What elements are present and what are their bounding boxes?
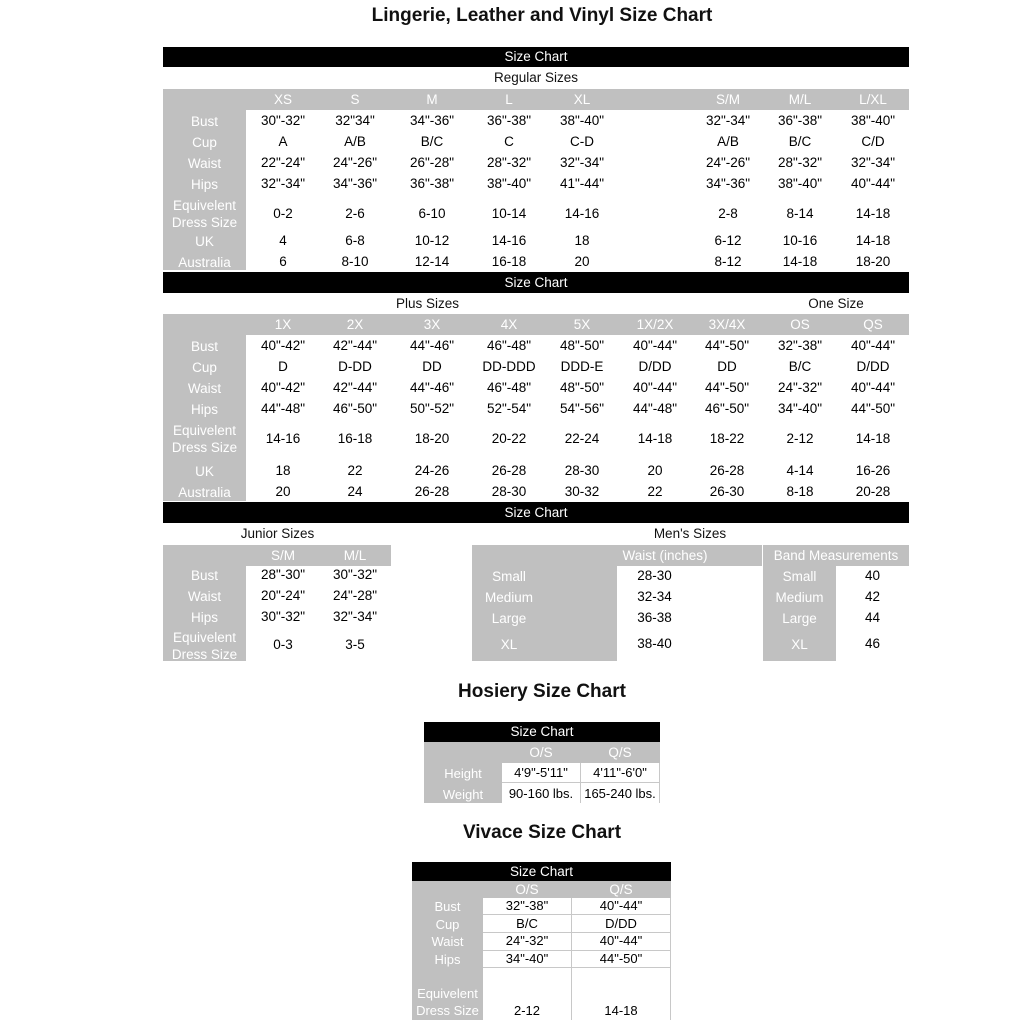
plus-col-header: 2X xyxy=(346,317,364,332)
regular-cell: 8-12 xyxy=(714,254,742,269)
plus-cell: 16-18 xyxy=(337,431,373,446)
plus-cell: 20 xyxy=(647,463,663,478)
regular-cell: 14-18 xyxy=(855,206,891,221)
junior-row-label: Waist xyxy=(187,589,222,604)
plus-col-header: QS xyxy=(863,317,883,332)
plus-cell: 20-28 xyxy=(855,484,891,499)
plus-cell: 24-26 xyxy=(414,463,450,478)
plus-cell: 50"-52" xyxy=(409,401,455,416)
mens-sizes-caption: Men's Sizes xyxy=(653,526,727,541)
vivace-cell: 24"-32" xyxy=(505,933,549,948)
vivace-row-label: Equivelent Dress Size xyxy=(416,986,479,1018)
plus-cell: 40"-44" xyxy=(850,338,896,353)
hosiery-title: Hosiery Size Chart xyxy=(458,681,626,702)
plus-cell: 24"-32" xyxy=(777,380,823,395)
plus-row-label: Equivelent Dress Size xyxy=(171,423,238,455)
mens-waist-cell: 38-40 xyxy=(637,636,672,651)
plus-cell: DD xyxy=(422,359,442,374)
mens-row-label: Medium xyxy=(484,590,533,605)
plus-col-header: OS xyxy=(790,317,810,332)
regular-cell: 8-14 xyxy=(786,206,814,221)
junior-cell: 0-3 xyxy=(273,637,293,652)
regular-cell: 34"-36" xyxy=(332,176,378,191)
regular-cell: 30"-32" xyxy=(260,113,306,128)
regular-cell: C-D xyxy=(570,134,594,149)
plus-cell: 52"-54" xyxy=(486,401,532,416)
regular-cell: 40"-44" xyxy=(850,176,896,191)
plus-cell: 28-30 xyxy=(564,463,600,478)
regular-row-label: Waist xyxy=(187,156,222,171)
plus-cell: 44"-48" xyxy=(260,401,306,416)
hosiery-cell: 90-160 lbs. xyxy=(508,786,574,801)
vivace-cell: 14-18 xyxy=(604,1003,638,1018)
vivace-title: Vivace Size Chart xyxy=(462,822,622,843)
mens-band-cell: 40 xyxy=(864,568,881,583)
regular-cell: A/B xyxy=(717,134,739,149)
vivace-col-header: O/S xyxy=(515,882,539,897)
plus-cell: 18 xyxy=(275,463,291,478)
plus-row-label: Australia xyxy=(178,485,231,500)
regular-cell: 41"-44" xyxy=(559,176,605,191)
plus-cell: 46"-50" xyxy=(704,401,750,416)
regular-cell: 38"-40" xyxy=(777,176,823,191)
junior-row-label: Hips xyxy=(190,610,218,625)
plus-cell: DDD-E xyxy=(560,359,604,374)
regular-col-header: L/XL xyxy=(859,92,887,107)
vivace-cell: 34"-40" xyxy=(505,951,549,966)
plus-cell: 44"-50" xyxy=(704,338,750,353)
mens-band-cell: 44 xyxy=(864,610,881,625)
regular-row-label: Equivelent Dress Size xyxy=(171,198,238,230)
plus-cell: D-DD xyxy=(338,359,372,374)
plus-cell: 40"-44" xyxy=(632,380,678,395)
regular-cell: 2-8 xyxy=(718,206,738,221)
plus-cell: 28-30 xyxy=(491,484,527,499)
regular-cell: 14-18 xyxy=(782,254,818,269)
regular-cell: 12-14 xyxy=(414,254,450,269)
vivace-cell: D/DD xyxy=(605,916,637,931)
mens-row-label: Small xyxy=(492,569,526,584)
mens-row-label: XL xyxy=(500,637,518,652)
vivace-cell: 40"-44" xyxy=(599,898,643,913)
regular-cell: C/D xyxy=(861,134,885,149)
regular-cell: 38"-40" xyxy=(559,113,605,128)
regular-cell: 22"-24" xyxy=(260,155,306,170)
vivace-row-label: Waist xyxy=(431,934,464,949)
plus-row-label: Waist xyxy=(187,381,222,396)
plus-cell: 40"-44" xyxy=(850,380,896,395)
regular-cell: 8-10 xyxy=(341,254,369,269)
regular-cell: 28"-32" xyxy=(486,155,532,170)
regular-row-label: Hips xyxy=(190,177,218,192)
regular-row-label: Australia xyxy=(178,255,231,270)
regular-cell: 0-2 xyxy=(273,206,293,221)
plus-col-header: 4X xyxy=(500,317,518,332)
regular-cell: 32"-34" xyxy=(559,155,605,170)
plus-col-header: 3X xyxy=(423,317,441,332)
plus-cell: 26-28 xyxy=(709,463,745,478)
regular-cell: A/B xyxy=(344,134,366,149)
regular-cell: 4 xyxy=(279,233,287,248)
plus-cell: 46"-50" xyxy=(332,401,378,416)
mens-band-row-label: Small xyxy=(782,569,817,584)
vivace-row-label: Hips xyxy=(434,952,461,967)
regular-cell: 6 xyxy=(279,254,287,269)
plus-cell: D/DD xyxy=(638,359,672,374)
regular-cell: 36"-38" xyxy=(777,113,823,128)
regular-col-header: XL xyxy=(573,92,591,107)
mens-band-row-label: Large xyxy=(782,611,817,626)
regular-cell: 26"-28" xyxy=(409,155,455,170)
plus-cell: 44"-46" xyxy=(409,338,455,353)
vivace-row-label: Bust xyxy=(434,899,461,914)
plus-col-header: 1X/2X xyxy=(636,317,674,332)
regular-cell: 14-18 xyxy=(855,233,891,248)
regular-cell: 6-10 xyxy=(418,206,446,221)
plus-cell: 40"-44" xyxy=(632,338,678,353)
regular-cell: 14-16 xyxy=(564,206,600,221)
junior-cell: 30"-32" xyxy=(332,567,378,582)
hosiery-cell: 165-240 lbs. xyxy=(584,786,656,801)
grid-line xyxy=(571,898,572,1020)
vivace-cell: B/C xyxy=(516,916,538,931)
vivace-cell: 2-12 xyxy=(513,1003,541,1018)
junior-cell: 3-5 xyxy=(345,637,365,652)
mens-band-cell: 46 xyxy=(864,636,881,651)
plus-cell: 20-22 xyxy=(491,431,527,446)
junior-cell: 32"-34" xyxy=(332,609,378,624)
plus-cell: 40"-42" xyxy=(260,338,306,353)
regular-cell: 32"34" xyxy=(335,113,375,128)
plus-cell: 44"-46" xyxy=(409,380,455,395)
regular-cell: 28"-32" xyxy=(777,155,823,170)
plus-cell: 22 xyxy=(647,484,663,499)
regular-cell: C xyxy=(504,134,514,149)
regular-cell: 24"-26" xyxy=(705,155,751,170)
mens-band-cell: 42 xyxy=(864,589,881,604)
plus-cell: 14-18 xyxy=(637,431,673,446)
plus-col-header: 1X xyxy=(274,317,292,332)
plus-cell: 32"-38" xyxy=(777,338,823,353)
plus-cell: 18-20 xyxy=(414,431,450,446)
hosiery-cell: 4'9"-5'11" xyxy=(514,765,568,780)
plus-cell: 8-18 xyxy=(786,484,814,499)
mens-band-row-label: XL xyxy=(791,637,808,652)
one-size-caption: One Size xyxy=(808,296,864,311)
regular-col-header: S/M xyxy=(715,92,740,107)
regular-cell: 24"-26" xyxy=(332,155,378,170)
plus-row-label: Cup xyxy=(192,360,217,375)
plus-cell: 46"-48" xyxy=(486,338,532,353)
regular-cell: 34"-36" xyxy=(409,113,455,128)
regular-cell: 36"-38" xyxy=(409,176,455,191)
plus-cell: 2-12 xyxy=(786,431,814,446)
plus-cell: 44"-50" xyxy=(850,401,896,416)
grid-line xyxy=(502,782,660,783)
regular-cell: 18 xyxy=(574,233,590,248)
plus-col-header: 5X xyxy=(573,317,591,332)
plus-cell: 48"-50" xyxy=(559,338,605,353)
hosiery-row-label: Weight xyxy=(442,787,484,802)
plus-cell: D/DD xyxy=(856,359,890,374)
regular-sizes-caption: Regular Sizes xyxy=(493,70,579,85)
vivace-cell: 40"-44" xyxy=(599,933,643,948)
plus-cell: 46"-48" xyxy=(486,380,532,395)
hosiery-cell: 4'11"-6'0" xyxy=(593,765,647,780)
regular-cell: 32"-34" xyxy=(260,176,306,191)
plus-cell: 18-22 xyxy=(709,431,745,446)
regular-cell: A xyxy=(278,134,288,149)
plus-cell: 48"-50" xyxy=(559,380,605,395)
regular-col-header: M xyxy=(426,92,438,107)
regular-cell: 6-12 xyxy=(714,233,742,248)
grid-line xyxy=(483,967,671,968)
plus-cell: 42"-44" xyxy=(332,338,378,353)
regular-row-label: Bust xyxy=(190,114,218,129)
regular-cell: 38"-40" xyxy=(850,113,896,128)
hosiery-size-chart-bar: Size Chart xyxy=(424,722,660,742)
junior-row-label: Bust xyxy=(190,568,218,583)
plus-cell: 4-14 xyxy=(786,463,814,478)
junior-col-header: M/L xyxy=(343,548,367,563)
regular-cell: 10-16 xyxy=(782,233,818,248)
plus-cell: 44"-48" xyxy=(632,401,678,416)
junior-cell: 20"-24" xyxy=(260,588,306,603)
grid-line xyxy=(483,950,671,951)
junior-sizes-caption: Junior Sizes xyxy=(240,526,315,541)
plus-cell: 40"-42" xyxy=(260,380,306,395)
regular-cell: 14-16 xyxy=(491,233,527,248)
plus-cell: 20 xyxy=(275,484,291,499)
regular-cell: 6-8 xyxy=(345,233,365,248)
plus-cell: 22 xyxy=(347,463,363,478)
grid-line xyxy=(659,763,660,803)
plus-cell: B/C xyxy=(788,359,812,374)
vivace-col-header: Q/S xyxy=(609,882,633,897)
plus-cell: 16-26 xyxy=(855,463,891,478)
plus-cell: 14-16 xyxy=(265,431,301,446)
regular-cell: 36"-38" xyxy=(486,113,532,128)
regular-cell: 10-12 xyxy=(414,233,450,248)
junior-col-header: S/M xyxy=(270,548,295,563)
hosiery-row-label: Height xyxy=(444,766,482,781)
size-chart-bar-2: Size Chart xyxy=(163,272,909,293)
plus-col-header: 3X/4X xyxy=(708,317,746,332)
grid-line xyxy=(670,898,671,1020)
regular-cell: 34"-36" xyxy=(705,176,751,191)
mens-waist-header: Waist (inches) xyxy=(622,548,708,563)
plus-cell: D xyxy=(278,359,288,374)
regular-cell: 16-18 xyxy=(491,254,527,269)
plus-cell: 34"-40" xyxy=(777,401,823,416)
mens-row-label: Large xyxy=(491,611,527,626)
plus-cell: 54"-56" xyxy=(559,401,605,416)
hosiery-col-header: Q/S xyxy=(608,745,632,760)
plus-row-label: Bust xyxy=(190,339,218,354)
regular-col-header: XS xyxy=(273,92,292,107)
regular-cell: 20 xyxy=(574,254,590,269)
plus-cell: 44"-50" xyxy=(704,380,750,395)
mens-band-header: Band Measurements xyxy=(773,548,899,563)
hosiery-col-header: O/S xyxy=(529,745,553,760)
vivace-cell: 44"-50" xyxy=(599,951,643,966)
junior-row-label: Equivelent Dress Size xyxy=(171,630,238,662)
plus-cell: 24 xyxy=(347,484,363,499)
regular-cell: B/C xyxy=(788,134,812,149)
vivace-size-chart-bar: Size Chart xyxy=(412,862,671,881)
plus-cell: 26-28 xyxy=(414,484,450,499)
size-chart-bar-3: Size Chart xyxy=(163,502,909,523)
regular-row-label: Cup xyxy=(192,135,217,150)
mens-waist-cell: 28-30 xyxy=(637,568,672,583)
regular-col-header: M/L xyxy=(788,92,812,107)
plus-row-label: Hips xyxy=(190,402,218,417)
plus-cell: 30-32 xyxy=(564,484,600,499)
regular-cell: 38"-40" xyxy=(486,176,532,191)
plus-cell: 22-24 xyxy=(564,431,600,446)
regular-row-label: UK xyxy=(195,234,214,249)
grid-line xyxy=(483,932,671,933)
size-chart-bar-1: Size Chart xyxy=(163,47,909,67)
grid-line xyxy=(580,763,581,803)
grid-line xyxy=(483,914,671,915)
regular-cell: B/C xyxy=(420,134,444,149)
mens-waist-cell: 36-38 xyxy=(637,610,672,625)
plus-cell: 42"-44" xyxy=(332,380,378,395)
junior-cell: 24"-28" xyxy=(332,588,378,603)
regular-cell: 18-20 xyxy=(855,254,891,269)
plus-row-label: UK xyxy=(195,464,214,479)
regular-cell: 10-14 xyxy=(491,206,527,221)
mens-band-row-label: Medium xyxy=(775,590,824,605)
page-title: Lingerie, Leather and Vinyl Size Chart xyxy=(371,5,713,26)
mens-waist-cell: 32-34 xyxy=(637,589,672,604)
plus-cell: 14-18 xyxy=(855,431,891,446)
regular-cell: 2-6 xyxy=(345,206,365,221)
regular-cell: 32"-34" xyxy=(705,113,751,128)
plus-cell: 26-28 xyxy=(491,463,527,478)
plus-cell: 26-30 xyxy=(709,484,745,499)
junior-cell: 30"-32" xyxy=(260,609,306,624)
plus-cell: DD xyxy=(717,359,737,374)
junior-cell: 28"-30" xyxy=(260,567,306,582)
vivace-row-label: Cup xyxy=(435,917,460,932)
regular-col-header: S xyxy=(350,92,360,107)
plus-sizes-caption: Plus Sizes xyxy=(395,296,460,311)
regular-cell: 32"-34" xyxy=(850,155,896,170)
vivace-cell: 32"-38" xyxy=(505,898,549,913)
plus-cell: DD-DDD xyxy=(482,359,536,374)
regular-col-header: L xyxy=(505,92,513,107)
